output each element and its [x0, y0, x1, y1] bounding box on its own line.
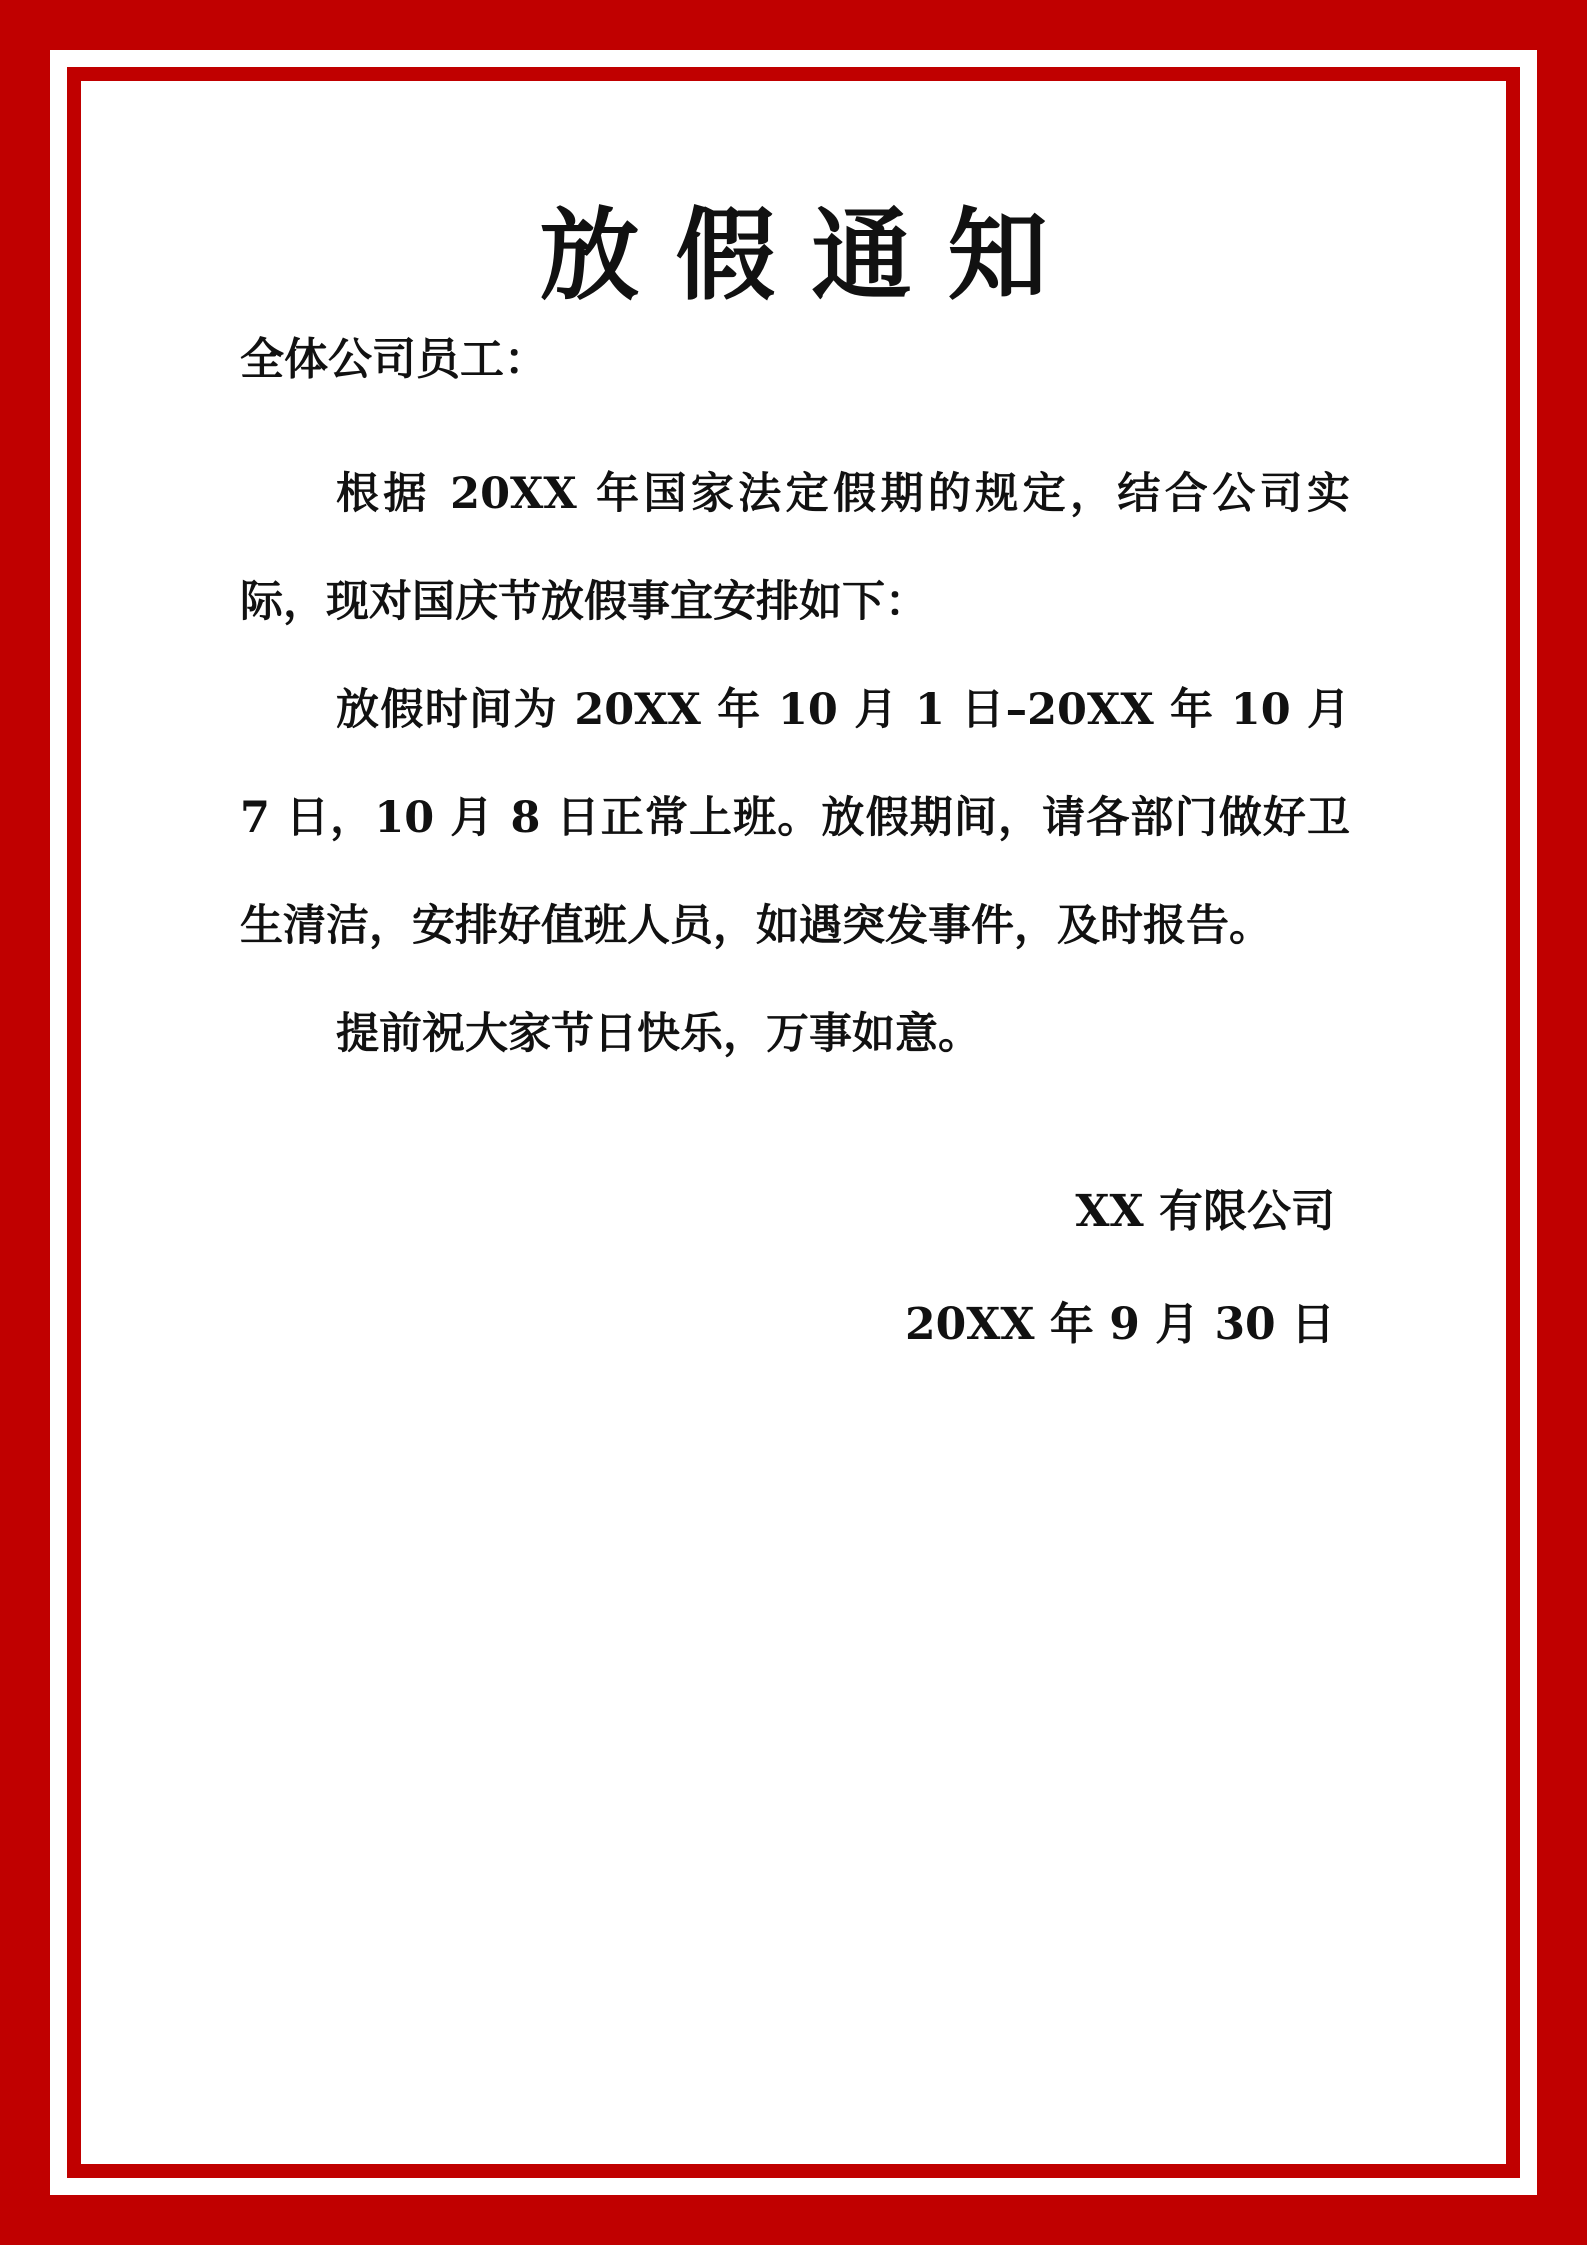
- company-signature: XX 有限公司: [1075, 1186, 1335, 1237]
- paragraph-schedule: 放假时间为 20XX 年 10 月 1 日–20XX 年 10 月 7 日，10 月 8 日正常上班。放假期间，请各部门做好卫生清洁，安排好值班人员，如遇突发事件，及时报告。: [240, 685, 1350, 951]
- salutation: 全体公司员工：: [240, 334, 548, 385]
- notice-date: 20XX 年 9 月 30 日: [905, 1299, 1335, 1350]
- paragraph-greeting: 提前祝大家节日快乐，万事如意。: [336, 1009, 981, 1059]
- notice-title: 放假通知: [539, 196, 1084, 314]
- notice-body: [240, 440, 1350, 1088]
- paragraph-intro: 根据 20XX 年国家法定假期的规定，结合公司实际，现对国庆节放假事宜安排如下：: [240, 469, 1350, 627]
